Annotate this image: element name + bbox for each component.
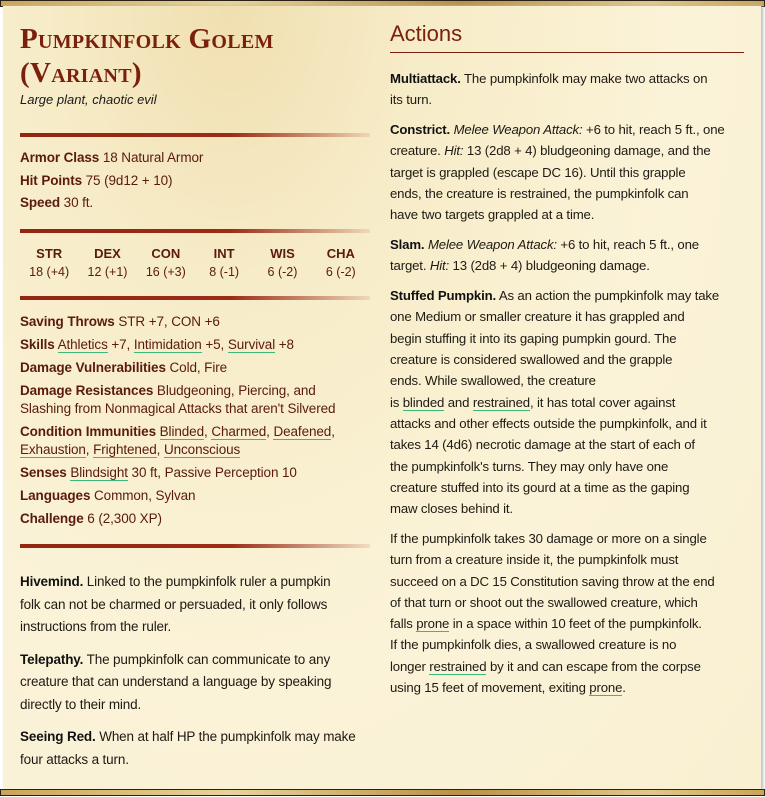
ability-name: WIS (270, 246, 295, 261)
text: If the pumpkinfolk takes 30 damage or more on a single (390, 530, 707, 546)
feature-name: Languages (20, 488, 91, 503)
italic-text: Melee Weapon Attack: (453, 122, 583, 138)
feature-name: Senses (20, 465, 67, 480)
rule-link[interactable]: Deafened (273, 424, 332, 439)
rule-link[interactable]: Exhaustion (20, 442, 86, 457)
action (390, 234, 750, 277)
value: 30 ft. (60, 195, 94, 210)
ability-score: 12 (+1) (87, 265, 128, 279)
traits (20, 571, 375, 781)
feature-name: Challenge (20, 511, 84, 526)
ability-score: 16 (+3) (145, 265, 186, 279)
text: , it has total cover against (529, 394, 676, 410)
text: one Medium or smaller creature it has grappled and (390, 309, 685, 325)
label: Armor Class (20, 150, 100, 165)
property-line (20, 336, 372, 354)
property-line (20, 359, 372, 377)
text: is (390, 394, 403, 410)
text: creature that can understand a language by speaking (20, 674, 332, 689)
page-frame-bottom (0, 789, 765, 796)
value: 18 Natural Armor (99, 150, 204, 165)
ability-str (20, 244, 78, 282)
ability-name: CHA (326, 246, 355, 261)
rule-link[interactable]: restrained (472, 394, 530, 410)
actions-list (390, 68, 750, 707)
divider (20, 133, 370, 137)
text: target. (390, 258, 430, 274)
text: As an action the pumpkinfolk may take (496, 288, 720, 304)
rule-link[interactable]: Blinded (159, 424, 204, 439)
feature-name: Constrict. (390, 122, 451, 138)
feature-name: Hivemind. (20, 574, 84, 589)
text: 13 (2d8 + 4) bludgeoning damage, and the (463, 143, 711, 159)
property-line (20, 382, 372, 418)
basic-stats (20, 149, 370, 217)
rule-link[interactable]: prone (416, 616, 450, 632)
ability-score: 8 (-1) (209, 265, 240, 279)
action (390, 285, 750, 519)
text: , (156, 442, 164, 457)
text: STR +7, CON +6 (114, 314, 220, 329)
ability-name: DEX (94, 246, 121, 261)
trait (20, 649, 375, 717)
text: +6 to hit, reach 5 ft., one (556, 237, 699, 253)
text: have two targets grappled at a time. (390, 207, 595, 223)
label: Speed (20, 195, 61, 210)
text: +8 (275, 337, 294, 352)
ability-scores (20, 244, 370, 282)
rule-link[interactable]: Blindsight (70, 465, 128, 480)
text: , (266, 424, 274, 439)
text: Bludgeoning, Piercing, and (153, 383, 316, 398)
text: falls (390, 616, 417, 632)
text: , (204, 424, 212, 439)
text: The pumpkinfolk may make two attacks on (460, 71, 708, 86)
action (390, 68, 750, 111)
armor-class (20, 149, 370, 167)
trait (20, 571, 375, 639)
feature-name: Damage Vulnerabilities (20, 360, 166, 375)
text: target is grappled (escape DC 16). Until this grapple (390, 164, 686, 180)
ability-cha (312, 244, 370, 282)
rule-link[interactable]: prone (589, 680, 623, 696)
text: ends, the creature is restrained, the pumpkinfolk can (390, 185, 689, 201)
ability-name: STR (36, 246, 63, 261)
text: ends. While swallowed, the creature (390, 373, 596, 389)
text: attacks and other effects outside the pumpkinfolk, and it (390, 415, 707, 431)
text: instructions from the ruler. (20, 619, 172, 634)
action (390, 528, 750, 698)
properties (20, 313, 372, 533)
text: Common, Sylvan (90, 488, 196, 503)
rule-link[interactable]: Intimidation (133, 337, 202, 352)
text: creature stuffed into its gourd at a time as the gaping (390, 479, 690, 495)
text: four attacks a turn. (20, 751, 129, 767)
rule-link[interactable]: blinded (402, 394, 445, 410)
trait (20, 726, 375, 771)
text: longer (390, 658, 430, 674)
text: 6 (2,300 XP) (83, 511, 162, 526)
text: of that turn or shoot out the swallowed creature, which (390, 594, 698, 610)
rule-link[interactable]: Athletics (57, 337, 108, 352)
text: , (331, 424, 335, 439)
feature-name: Multiattack. (390, 71, 461, 86)
text: 30 ft, Passive Perception 10 (127, 465, 297, 480)
monster-type: Large plant, chaotic evil (20, 92, 157, 107)
text: succeed on a DC 15 Constitution saving throw at the end (390, 573, 715, 589)
text: in a space within 10 feet of the pumpkinfolk. (449, 616, 702, 632)
text: 13 (2d8 + 4) bludgeoning damage. (449, 258, 650, 274)
feature-name: Slam. (390, 237, 425, 253)
text: the pumpkinfolk's turns. They may only have one (390, 458, 669, 474)
label: Hit Points (20, 172, 82, 188)
text: by it and can escape from the corpse (486, 658, 701, 674)
text: directly to their mind. (20, 696, 142, 712)
ability-int (195, 244, 253, 282)
ability-name: CON (151, 246, 181, 261)
text: Linked to the pumpkinfolk ruler a pumpkin (83, 574, 331, 589)
text: . (622, 680, 626, 696)
italic-text: Melee Weapon Attack: (427, 237, 557, 253)
text: its turn. (390, 92, 432, 108)
text: Cold, Fire (165, 360, 228, 375)
property-line (20, 510, 372, 528)
property-line (20, 464, 372, 482)
property-line (20, 423, 372, 459)
ability-con (137, 244, 195, 282)
text: begin stuffing it into its gaping pumpkin gourd. The (390, 330, 677, 346)
text: +6 to hit, reach 5 ft., one (582, 122, 725, 138)
text: turn from a creature inside it, the pumpkinfolk must (390, 552, 679, 568)
monster-name-line2: (Variant) (20, 57, 142, 89)
feature-name: Telepathy. (20, 651, 84, 667)
feature-name: Condition Immunities (20, 424, 156, 439)
text: folk can not be charmed or persuaded, it only follows (20, 596, 328, 612)
text: using 15 feet of movement, exiting (390, 680, 590, 696)
divider (20, 296, 370, 300)
hit-points (20, 172, 370, 190)
feature-name: Saving Throws (20, 314, 115, 329)
text: +7, (107, 337, 134, 352)
actions-divider (390, 52, 744, 53)
rule-link[interactable]: Frightened (93, 442, 157, 457)
feature-name: Seeing Red. (20, 729, 96, 744)
text: takes 14 (4d6) necrotic damage at the start of each of (390, 437, 695, 453)
property-line (20, 487, 372, 505)
text: +5, (201, 337, 228, 352)
actions-heading: Actions (390, 21, 463, 46)
text: creature is considered swallowed and the grapple (390, 352, 673, 368)
feature-name: Stuffed Pumpkin. (390, 288, 497, 304)
rule-link[interactable]: Unconscious (163, 442, 241, 457)
text: creature. (390, 143, 445, 159)
value: 75 (9d12 + 10) (82, 172, 173, 188)
text: and (444, 394, 473, 410)
feature-name: Damage Resistances (20, 383, 154, 398)
text: maw closes behind it. (390, 501, 513, 517)
text: If the pumpkinfolk dies, a swallowed creature is no (390, 637, 677, 653)
text: , (85, 442, 94, 457)
monster-name (20, 22, 274, 90)
divider (20, 229, 370, 233)
rule-link[interactable]: restrained (429, 658, 487, 674)
speed (20, 194, 370, 212)
ability-wis (253, 244, 311, 282)
italic-text: Hit: (429, 258, 450, 274)
property-line (20, 313, 372, 331)
feature-name: Skills (20, 337, 55, 352)
divider (20, 544, 370, 548)
ability-name: INT (213, 246, 235, 261)
action (390, 119, 750, 225)
italic-text: Hit: (444, 143, 464, 159)
rule-link[interactable]: Survival (227, 337, 276, 352)
ability-score: 18 (+4) (29, 265, 70, 279)
monster-name-line1: Pumpkinfolk Golem (20, 23, 274, 55)
text: Slashing from Nonmagical Attacks that aren't Silvered (20, 401, 336, 416)
text: The pumpkinfolk can communicate to any (83, 651, 331, 667)
text: When at half HP the pumpkinfolk may make (95, 729, 356, 744)
ability-score: 6 (-2) (267, 265, 298, 279)
ability-dex (78, 244, 136, 282)
rule-link[interactable]: Charmed (211, 424, 267, 439)
ability-score: 6 (-2) (325, 265, 356, 279)
